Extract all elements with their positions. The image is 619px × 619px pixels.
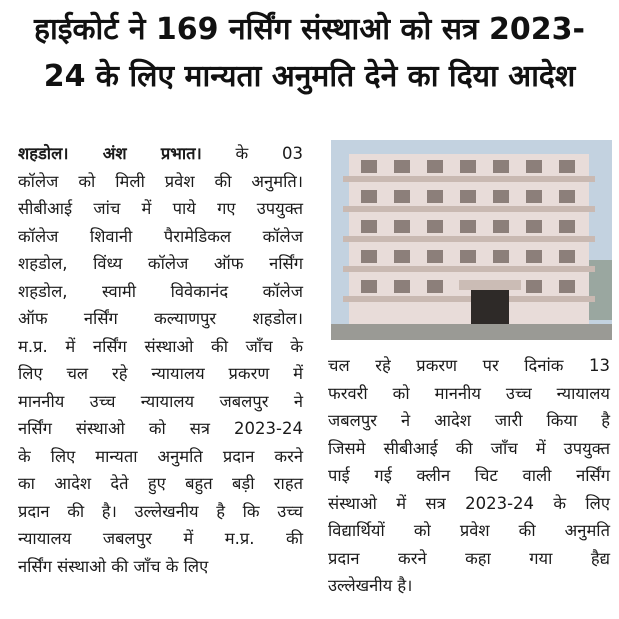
building-window <box>493 160 509 173</box>
building-window <box>460 190 476 203</box>
building-window <box>427 280 443 293</box>
article-line: शहडोल, विंध्य कॉलेज ऑफ नर्सिंग <box>18 254 303 273</box>
college-building-photo <box>331 140 612 340</box>
building-photo-svg <box>331 140 612 340</box>
building-window <box>361 160 377 173</box>
article-line: न्यायालय जबलपुर में म.प्र. की <box>18 529 303 548</box>
article-line: प्रदान की है। उल्लेखनीय है कि उच्च <box>18 501 303 521</box>
balcony-slab <box>343 236 595 242</box>
article-line: जिसमे सीबीआई की जाँच में उपयुक्त <box>328 438 610 458</box>
article-line: चल रहे प्रकरण पर दिनांक 13 <box>328 356 610 375</box>
building-window <box>427 250 443 263</box>
building-window <box>394 220 410 233</box>
article-line: नर्सिंग संस्थाओ को सत्र 2023-24 <box>18 419 303 438</box>
article-line: संस्थाओ में सत्र 2023-24 के लिए <box>328 493 610 513</box>
building-window <box>427 220 443 233</box>
article-line: माननीय उच्च न्यायालय जबलपुर ने <box>18 391 303 411</box>
building-window <box>460 160 476 173</box>
article-line: लिए चल रहे न्यायालय प्रकरण में <box>18 364 303 383</box>
article-line-text: के 03 <box>201 144 303 163</box>
article-line: का आदेश देते हुए बहुत बड़ी राहत <box>18 474 303 493</box>
dateline: शहडोल। अंश प्रभात। <box>18 144 202 163</box>
article-line: म.प्र. में नर्सिंग संस्थाओ की जाँच के <box>18 336 303 356</box>
building-window <box>526 190 542 203</box>
headline <box>8 6 611 100</box>
article-line: नर्सिंग संस्थाओ की जाँच के लिए <box>18 556 209 576</box>
building-window <box>427 190 443 203</box>
balcony-slab <box>343 296 595 302</box>
article-line: ऑफ नर्सिंग कल्याणपुर शहडोल। <box>18 309 303 328</box>
article-line: के लिए मान्यता अनुमति प्रदान करने <box>18 446 303 466</box>
headline-line-2: 24 के लिए मान्यता अनुमति देने का दिया आदेश <box>43 59 576 94</box>
balcony-slab <box>343 266 595 272</box>
headline-line-1: हाईकोर्ट ने 169 नर्सिंग संस्थाओ को सत्र 2023- <box>34 12 585 47</box>
building-window <box>493 190 509 203</box>
building-window <box>559 280 575 293</box>
article-column-left <box>18 140 303 580</box>
building-window <box>361 280 377 293</box>
article-line: कॉलेज को मिली प्रवेश की अनुमति। <box>18 171 303 191</box>
building-window <box>460 250 476 263</box>
building-window <box>361 220 377 233</box>
building-window <box>526 280 542 293</box>
article-line: सीबीआई जांच में पाये गए उपयुक्त <box>18 199 303 218</box>
building-window <box>493 220 509 233</box>
building-window <box>394 190 410 203</box>
balcony-slab <box>343 176 595 182</box>
building-window <box>559 190 575 203</box>
article-line <box>18 140 303 168</box>
building-window <box>361 190 377 203</box>
building-window <box>460 220 476 233</box>
building-window <box>394 250 410 263</box>
article-line: शहडोल, स्वामी विवेकानंद कॉलेज <box>18 281 303 301</box>
article-line: पाई गई क्लीन चिट वाली नर्सिंग <box>328 466 610 485</box>
article-line: कॉलेज शिवानी पैरामेडिकल कॉलेज <box>18 226 303 246</box>
article-line: उल्लेखनीय है। <box>328 576 413 595</box>
building-window <box>394 160 410 173</box>
balcony-slab <box>343 206 595 212</box>
building-window <box>526 220 542 233</box>
building-window <box>559 250 575 263</box>
article-line: जबलपुर ने आदेश जारी किया है <box>328 411 610 430</box>
building-window <box>559 160 575 173</box>
building-window <box>559 220 575 233</box>
building-window <box>394 280 410 293</box>
article-line: फरवरी को माननीय उच्च न्यायालय <box>328 383 610 403</box>
article-line: विद्यार्थियों को प्रवेश की अनुमति <box>328 521 610 540</box>
article-column-right <box>328 352 610 600</box>
building-window <box>526 160 542 173</box>
building-window <box>493 250 509 263</box>
article-line: प्रदान करने कहा गया हैद्य <box>328 548 610 568</box>
building-window <box>427 160 443 173</box>
building-window <box>361 250 377 263</box>
building-window <box>526 250 542 263</box>
